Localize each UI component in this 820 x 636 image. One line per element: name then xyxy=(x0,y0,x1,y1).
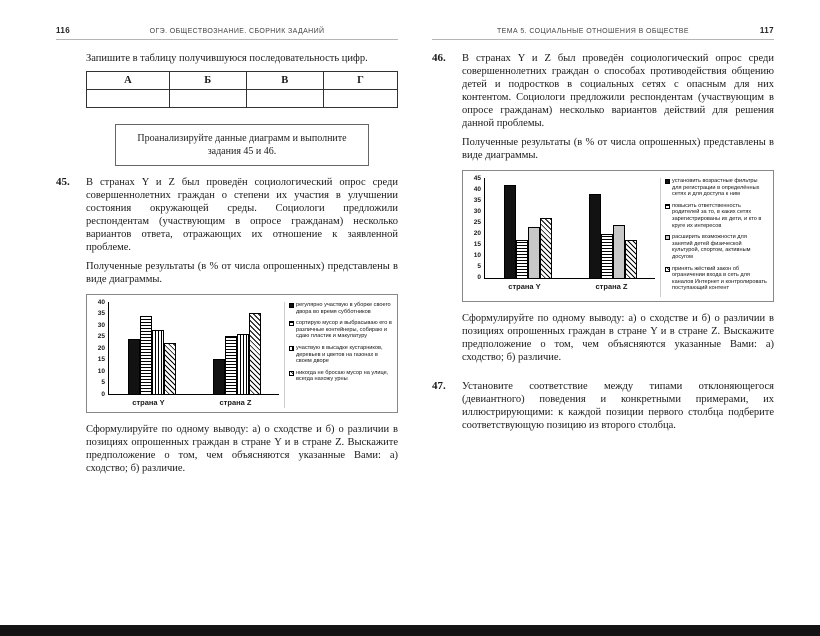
chart-46-legend xyxy=(660,178,768,297)
task-46-body xyxy=(462,52,774,370)
legend-label: расширить возможности для занятий детей физической культурой, спортом, активным досугом xyxy=(672,234,751,260)
bar xyxy=(613,225,625,278)
legend-marker-icon xyxy=(289,321,294,326)
legend-label: никогда не бросаю мусор на улице, всегда нахожу урны xyxy=(296,369,389,383)
legend-marker-icon xyxy=(665,204,670,209)
answer-col-v: В xyxy=(246,72,323,90)
chart-46-category-labels xyxy=(481,279,655,292)
bar xyxy=(249,313,261,394)
bar xyxy=(516,240,528,278)
task-46-number: 46. xyxy=(432,52,446,64)
instruction-box: Проанализируйте данные диаграмм и выполните задания 45 и 46. xyxy=(115,124,369,166)
task-45-paragraph-2: Полученные результаты (в % от числа опрошенных) представлены в виде диаграммы. xyxy=(86,261,398,285)
answer-table-header-row xyxy=(87,72,398,90)
legend-label: регулярно участвую в уборке своего двора во время субботников xyxy=(296,302,391,315)
task-45 xyxy=(56,176,398,481)
bar xyxy=(213,359,225,394)
page-number-left: 116 xyxy=(56,26,71,35)
legend-item xyxy=(289,345,392,365)
bar-group xyxy=(493,185,563,278)
legend-label: сортирую мусор и выбрасываю его в различные контейнеры, собираю и сдаю пластик и макулатуру xyxy=(296,320,392,340)
chart-45-plot-area xyxy=(108,302,279,395)
task-45-paragraph-1: В странах Y и Z был проведён социологический опрос среди совершеннолетних граждан о степени их участия в улучшении состояния окружающей среды. Социологи предложили респондентам (участвующим в опросе гражданам) несколько вариантов ответа, отражающих их отношение к заявленной проблеме. xyxy=(86,177,398,253)
running-title-left: ОГЭ. ОБЩЕСТВОЗНАНИЕ. СБОРНИК ЗАДАНИЙ xyxy=(149,28,325,35)
legend-label: повысить ответственность родителей за то, в каких сетях зарегистрированы их дети, и кто в круге их интересов xyxy=(672,202,762,229)
chart-45 xyxy=(86,294,398,413)
legend-item xyxy=(665,266,768,292)
answer-cell xyxy=(87,90,170,108)
task-46-paragraph-1: В странах Y и Z был проведён социологический опрос среди совершеннолетних граждан о способах противодействия общению детей и подростков в социальных сетях с опасным для них контентом. Социологи предложили респондентам (участвующим в опросе гражданам) несколько вариантов действий для решения данной проблемы. xyxy=(462,53,774,129)
page-right xyxy=(432,26,774,481)
bar-group xyxy=(117,316,187,394)
intro-text: Запишите в таблицу получившуюся последовательность цифр. xyxy=(86,53,368,64)
scan-edge-bar xyxy=(0,625,820,636)
bar-group xyxy=(578,194,648,278)
answer-cell xyxy=(169,90,246,108)
task-45-conclusion: Сформулируйте по одному выводу: а) о сходстве и б) о различии в позициях опрошенных граждан в стране Y и в стране Z. Выскажите предположение о том, чем объясняются указанные Вами: а) сходство; б) различие. xyxy=(86,424,398,474)
bar xyxy=(589,194,601,278)
running-head-left xyxy=(56,26,398,40)
legend-marker-icon xyxy=(289,371,294,376)
bar xyxy=(625,240,637,278)
bar xyxy=(225,336,237,394)
bar xyxy=(164,343,176,394)
category-label: страна Z xyxy=(595,282,628,291)
answer-cell xyxy=(246,90,323,108)
chart-46 xyxy=(462,170,774,302)
answer-col-g: Г xyxy=(323,72,397,90)
task-45-body xyxy=(86,176,398,481)
legend-label: принять жёсткий закон об ограничении входа в сеть для каналов Интернет и контролировать поступающий контент xyxy=(672,265,767,292)
legend-marker-icon xyxy=(289,346,294,351)
bar xyxy=(128,339,140,394)
task-45-number: 45. xyxy=(56,176,70,188)
answer-col-b: Б xyxy=(169,72,246,90)
legend-marker-icon xyxy=(665,179,670,184)
legend-item xyxy=(289,370,392,383)
legend-item xyxy=(289,302,392,315)
category-label: страна Z xyxy=(219,398,252,407)
bar xyxy=(601,234,613,278)
chart-45-category-labels xyxy=(105,395,279,408)
chart-46-plot xyxy=(467,174,655,297)
answer-table xyxy=(86,71,398,108)
running-title-right: ТЕМА 5. СОЦИАЛЬНЫЕ ОТНОШЕНИЯ В ОБЩЕСТВЕ xyxy=(496,28,689,35)
chart-45-legend xyxy=(284,302,392,408)
legend-item xyxy=(665,203,768,229)
task-46-paragraph-2: Полученные результаты (в % от числа опрошенных) представлены в виде диаграммы. xyxy=(462,137,774,161)
chart-45-y-axis: 40 35 30 25 20 15 10 5 0 xyxy=(97,298,105,398)
category-label: страна Y xyxy=(132,398,165,407)
category-label: страна Y xyxy=(508,282,541,291)
task-47-paragraph-1: Установите соответствие между типами отклоняющегося (девиантного) поведения и конкретными примерами, их иллюстрирующими: к каждой позиции первого столбца подберите соответствующую позицию из второго столбца. xyxy=(462,380,774,431)
bar-group xyxy=(202,313,272,394)
running-head-right xyxy=(432,26,774,40)
intro-block xyxy=(86,52,398,166)
legend-marker-icon xyxy=(665,267,670,272)
bar xyxy=(140,316,152,394)
answer-col-a: А xyxy=(87,72,170,90)
task-47-body xyxy=(462,380,774,438)
page-number-right: 117 xyxy=(759,26,774,35)
legend-item xyxy=(665,178,768,198)
task-46 xyxy=(432,52,774,370)
page-left xyxy=(56,26,398,481)
answer-cell xyxy=(323,90,397,108)
legend-label: участвую в высадке кустарников, деревьев и цветов на газонах в своем дворе xyxy=(296,344,383,365)
task-47 xyxy=(432,380,774,438)
bar xyxy=(504,185,516,278)
legend-item xyxy=(289,320,392,340)
chart-46-y-axis: 45 40 35 30 25 20 15 10 5 0 xyxy=(473,174,481,282)
legend-item xyxy=(665,234,768,260)
answer-table-empty-row xyxy=(87,90,398,108)
legend-marker-icon xyxy=(665,235,670,240)
task-47-number: 47. xyxy=(432,379,446,392)
task-46-conclusion: Сформулируйте по одному выводу: а) о сходстве и б) о различии в позициях опрошенных граждан в стране Y и в стране Z. Выскажите предположение о том, чем объясняются указанные Вами: а) сходство; б) различие. xyxy=(462,312,774,363)
bar xyxy=(237,334,249,394)
bar xyxy=(540,218,552,278)
chart-46-plot-area xyxy=(484,178,655,279)
legend-marker-icon xyxy=(289,303,294,308)
legend-label: установить возрастные фильтры для регистрации в определённых сетях и для доступа к ним xyxy=(672,178,760,198)
bar xyxy=(152,330,164,394)
chart-45-plot xyxy=(91,298,279,408)
bar xyxy=(528,227,540,278)
